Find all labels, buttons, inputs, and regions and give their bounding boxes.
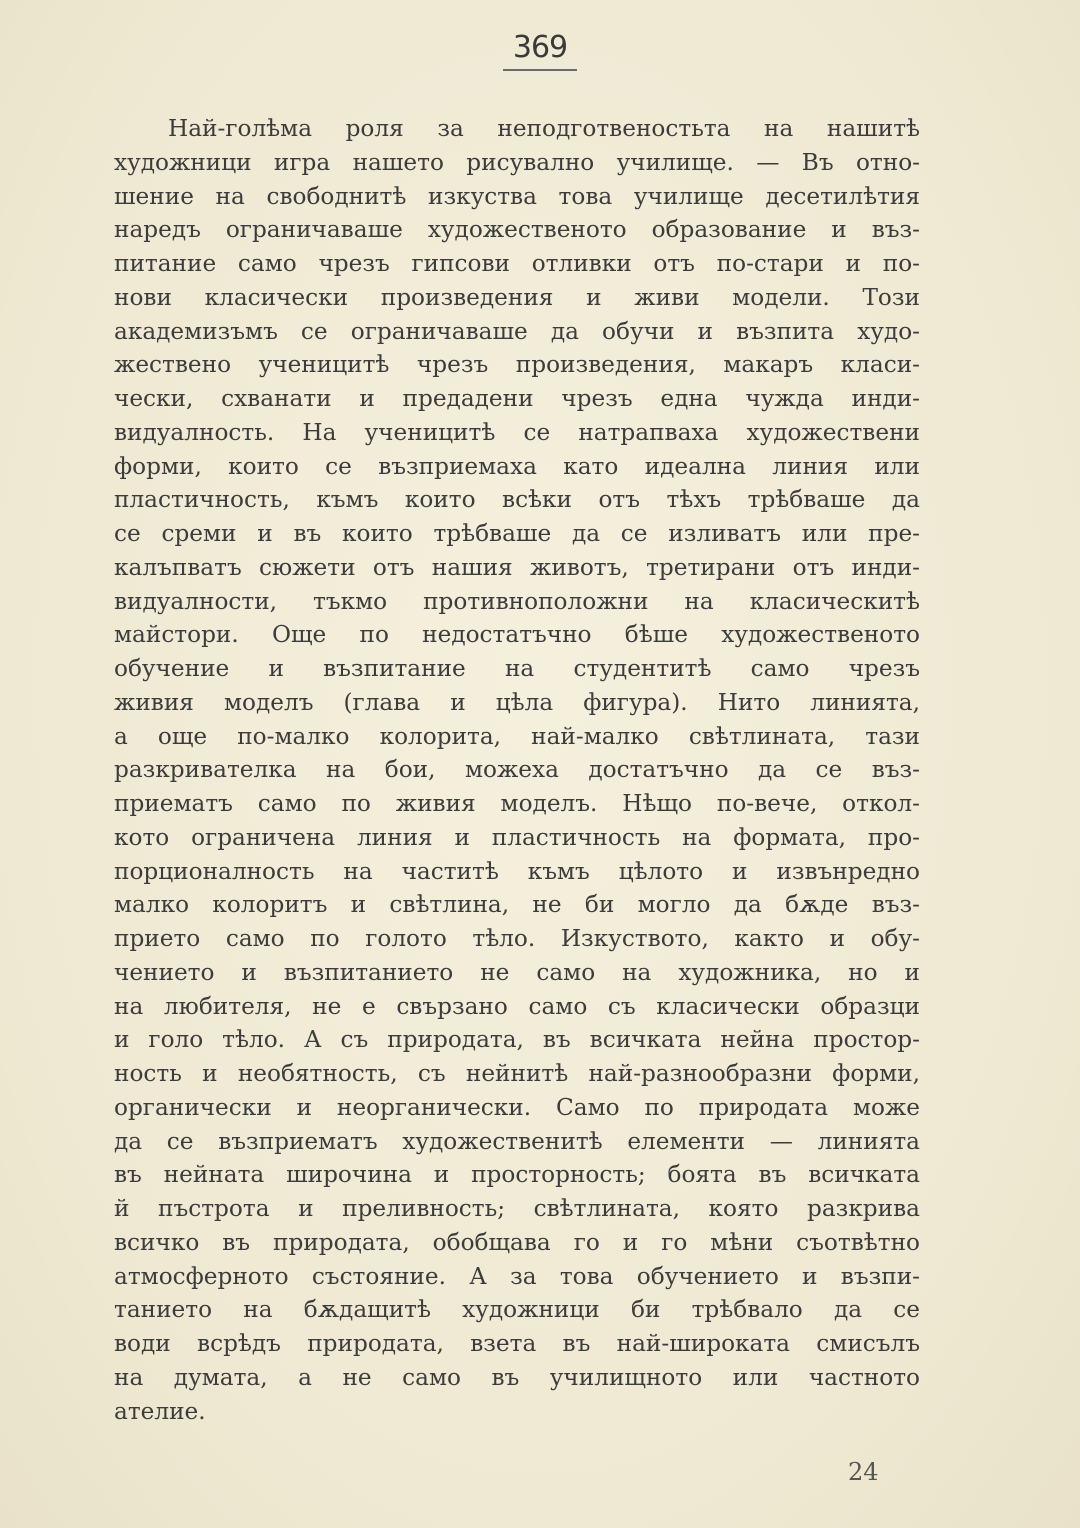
text-line: Най-голѣма роля за неподготвеностьта на нашитѣ [168,115,920,142]
text-line: шение на свободнитѣ изкуства това училище десетилѣтия [114,182,920,210]
text-line: прието само по голото тѣло. Изкуството, както и обу- [114,925,920,952]
text-line: се среми и въ които трѣбваше да се изливатъ или пре- [114,520,920,547]
body-paragraph [114,112,920,1428]
text-line: ателие. [114,1397,206,1425]
text-line: пластичность, къмъ които всѣки отъ тѣхъ трѣбваше да [114,486,920,514]
text-line: обучение и възпитание на студентитѣ само чрезъ [114,655,920,682]
text-line: калъпватъ сюжети отъ нашия животъ, третирани отъ инди- [114,553,920,581]
text-line: танието на бѫдащитѣ художници би трѣбвало да се [114,1296,920,1324]
text-line: видуалность. На ученицитѣ се натрапваха художествени [114,418,920,446]
text-line: на любителя, не е свързано само съ класически образци [114,992,920,1020]
text-line: форми, които се възприемаха като идеална линия или [114,452,920,480]
text-line: атмосферното състояние. А за това обучението и възпи- [114,1262,920,1290]
text-line: води всрѣдъ природата, взета въ най-широката смисълъ [114,1330,920,1357]
text-line: всичко въ природата, обобщава го и го мѣни съотвѣтно [114,1228,920,1256]
text-line: кото ограничена линия и пластичность на формата, про- [114,823,920,851]
text-line: малко колоритъ и свѣтлина, не би могло да бѫде въз- [114,891,920,919]
text-line: органически и неорганически. Само по природата може [114,1093,920,1121]
page-number [0,30,1080,71]
text-line: на думата, а не само въ училищното или частното [114,1363,920,1391]
text-line: академизъмъ се ограничаваше да обучи и възпита худо- [114,317,920,345]
text-line: живия моделъ (глава и цѣла фигура). Нито линията, [114,688,920,716]
text-line: да се възприематъ художественитѣ елементи — линията [114,1127,920,1155]
text-line: и голо тѣло. А съ природата, въ всичката нейна простор- [114,1026,920,1054]
text-line: наредъ ограничаваше художественото образование и въз- [114,216,920,244]
text-line: а още по-малко колорита, най-малко свѣтлината, тази [114,722,920,750]
text-line: й пъстрота и преливность; свѣтлината, която разкрива [114,1195,920,1222]
text-line: нови класически произведения и живи модели. Този [114,283,920,311]
text-line: приематъ само по живия моделъ. Нѣщо по-вече, откол- [114,790,920,817]
text-line: порционалность на частитѣ къмъ цѣлото и извънредно [114,857,920,885]
text-line: майстори. Още по недостатъчно бѣше художественото [114,621,920,649]
text-line: чески, схванати и предадени чрезъ една чужда инди- [114,385,920,412]
text-line: художници игра нашето рисувално училище. — Въ отно- [114,148,920,176]
text-line: питание само чрезъ гипсови отливки отъ по-стари и по- [114,250,920,277]
text-line: разкривателка на бои, можеха достатъчно да се въз- [114,756,920,784]
text-line: въ нейната широчина и просторность; боята въ всичката [114,1161,920,1189]
page-number-text: 369 [503,30,577,71]
text-line: чението и възпитанието не само на художника, но и [114,958,920,986]
text-line: жествено ученицитѣ чрезъ произведения, макаръ класи- [114,351,920,379]
signature-mark: 24 [848,1458,879,1486]
text-line: видуалности, тъкмо противноположни на класическитѣ [114,587,920,615]
text-line: ность и необятность, съ нейнитѣ най-разнообразни форми, [114,1060,920,1087]
